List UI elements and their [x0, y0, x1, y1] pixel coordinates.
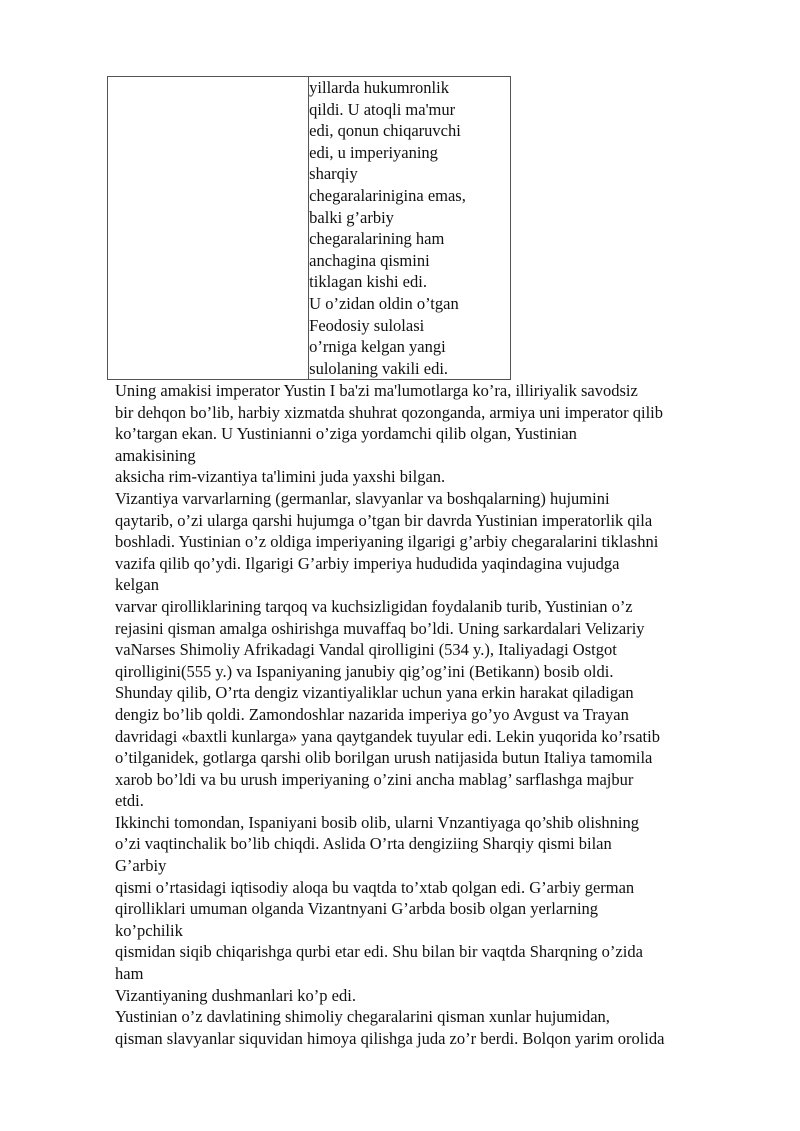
text-line: varvar qirolliklarining tarqoq va kuchsizligidan foydalanib turib, Yustinian o’z	[115, 596, 633, 616]
text-line: aksicha rim-vizantiya ta'limini juda yaxshi bilgan.	[115, 467, 446, 487]
text-line: xarob bo’ldi va bu urush imperiyaning o’zini ancha mablag’ sarflashga majbur	[115, 769, 634, 789]
text-table	[107, 76, 511, 380]
text-line: G’arbiy	[115, 856, 167, 876]
text-line: Uning amakisi imperator Yustin I ba'zi ma'lumotlarga ko’ra, illiriyalik savodsiz	[115, 381, 638, 400]
text-line: o’zi vaqtinchalik bo’lib chiqdi. Aslida O’rta dengiziing Sharqiy qismi bilan	[115, 834, 612, 854]
text-line: vazifa qilib qo’ydi. Ilgarigi G’arbiy imperiya hududida yaqindagina vujudga	[115, 553, 620, 573]
text-line: Yustinian o’z davlatining shimoliy chegaralarini qisman xunlar hujumidan,	[115, 1007, 610, 1027]
table-cell-line: anchagina qismini	[309, 250, 430, 270]
text-line: boshladi. Yustinian o’z oldiga imperiyaning ilgarigi g’arbiy chegaralarini tiklashni	[115, 532, 659, 552]
text-line: qisman slavyanlar siquvidan himoya qilishga juda zo’r berdi. Bolqon yarim orolida	[115, 1028, 665, 1048]
text-line: qirolligini(555 y.) va Ispaniyaning janubiy qig’og’ini (Betikann) bosib oldi.	[115, 661, 614, 681]
table-cell-line: balki g’arbiy	[309, 207, 394, 227]
text-line: ko’pchilik	[115, 920, 183, 940]
table-cell-line: tiklagan kishi edi.	[309, 272, 427, 292]
table-cell-line: qildi. U atoqli ma'mur	[309, 99, 456, 119]
table-cell-line: sulolaning vakili edi.	[309, 358, 449, 378]
text-line: qismi o’rtasidagi iqtisodiy aloqa bu vaqtda to’xtab qolgan edi. G’arbiy german	[115, 877, 635, 897]
text-line: o’tilganidek, gotlarga qarshi olib borilgan urush natijasida butun Italiya tamomila	[115, 748, 653, 768]
table-row	[108, 77, 511, 380]
text-line: Shunday qilib, O’rta dengiz vizantiyaliklar uchun yana erkin harakat qiladigan	[115, 683, 634, 703]
table-cell-line: U o’zidan oldin o’tgan	[309, 293, 459, 313]
text-line: qirolliklari umuman olganda Vizantnyani G’arbda bosib olgan yerlarning	[115, 899, 599, 919]
table-cell-line: chegaralarinigina emas,	[309, 185, 466, 205]
text-line: qaytarib, o’zi ularga qarshi hujumga o’tgan bir davrda Yustinian imperatorlik qila	[115, 510, 653, 530]
body-text	[115, 380, 755, 1049]
text-line: ham	[115, 964, 144, 984]
table-cell-right	[309, 77, 511, 380]
text-line: vaNarses Shimoliy Afrikadagi Vandal qirolligini (534 y.), Italiyadagi Ostgot	[115, 640, 617, 660]
table-cell-line: Feodosiy sulolasi	[309, 315, 425, 335]
table-cell-left	[108, 77, 309, 380]
text-line: etdi.	[115, 791, 144, 811]
text-line: Vizantiya varvarlarning (germanlar, slavyanlar va boshqalarning) hujumini	[115, 488, 610, 508]
table-cell-line: edi, u imperiyaning	[309, 142, 438, 162]
text-line: amakisining	[115, 445, 196, 465]
text-line: bir dehqon bo’lib, harbiy xizmatda shuhrat qozonganda, armiya uni imperator qilib	[115, 402, 664, 422]
text-line: davridagi «baxtli kunlarga» yana qaytgandek tuyular edi. Lekin yuqorida ko’rsatib	[115, 726, 660, 746]
table-cell-line: sharqiy	[309, 164, 358, 184]
text-line: dengiz bo’lib qoldi. Zamondoshlar nazarida imperiya go’yo Avgust va Trayan	[115, 704, 629, 724]
text-line: qismidan siqib chiqarishga qurbi etar edi. Shu bilan bir vaqtda Sharqning o’zida	[115, 942, 643, 962]
text-line: ko’targan ekan. U Yustinianni o’ziga yordamchi qilib olgan, Yustinian	[115, 424, 577, 444]
text-line: kelgan	[115, 575, 159, 595]
table-cell-line: o’rniga kelgan yangi	[309, 337, 446, 357]
table-cell-line: yillarda hukumronlik	[309, 78, 449, 97]
table-cell-line: chegaralarining ham	[309, 229, 445, 249]
table-cell-line: edi, qonun chiqaruvchi	[309, 121, 461, 141]
text-line: rejasini qisman amalga oshirishga muvaffaq bo’ldi. Uning sarkardalari Velizariy	[115, 618, 645, 638]
text-line: Vizantiyaning dushmanlari ko’p edi.	[115, 985, 356, 1005]
text-line: Ikkinchi tomondan, Ispaniyani bosib olib, ularni Vnzantiyaga qo’shib olishning	[115, 812, 639, 832]
